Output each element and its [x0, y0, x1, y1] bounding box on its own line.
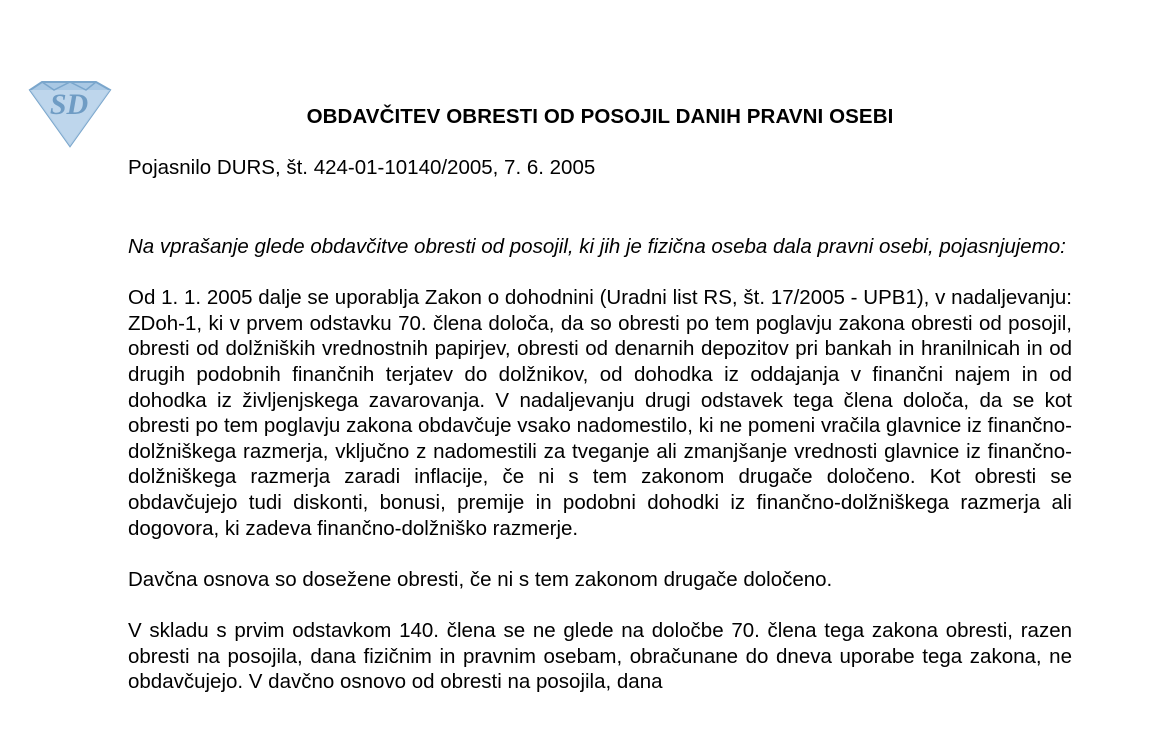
- intro-question: Na vprašanje glede obdavčitve obresti od posojil, ki jih je fizična oseba dala pravni osebi, pojasnjujemo:: [128, 235, 1066, 258]
- paragraph-article-140: V skladu s prvim odstavkom 140. člena se ne glede na določbe 70. člena tega zakona obresti, razen obresti na posojila, dana fizičnim in pravnim osebam, obračunane do dneva uporabe tega zakona, ne obdavčujejo. V davčno osnovo od obresti na posojila, dana: [128, 618, 1072, 694]
- paragraph-law-definition: Od 1. 1. 2005 dalje se uporablja Zakon o dohodnini (Uradni list RS, št. 17/2005 - UPB1), v nadaljevanju: ZDoh-1, ki v prvem odstavku 70. člena določa, da so obresti po tem poglavju zakona obresti od posojil, obresti od dolžniških vrednostnih papirjev, obresti od denarnih depozitov pri bankah in hranilnicah in od drugih podobnih finančnih terjatev do dolžnikov, od dohodka iz oddajanja v finančni najem in od dohodka iz življenjskega zavarovanja. V nadaljevanju drugi odstavek tega člena določa, da se kot obresti po tem poglavju zakona obdavčuje vsako nadomestilo, ki ne pomeni vračila glavnice iz finančno-dolžniškega razmerja, vključno z nadomestili za tveganje ali zmanjšanje vrednosti glavnice iz finančno-dolžniškega razmerja zaradi inflacije, če ni s tem zakonom drugače določeno. Kot obresti se obdavčujejo tudi diskonti, bonusi, premije in podobni dohodki iz finančno-dolžniškega razmerja ali dogovora, ki zadeva finančno-dolžniško razmerje.: [128, 286, 1072, 540]
- logo-letters: SD: [49, 88, 89, 121]
- document-body: [128, 234, 1072, 720]
- paragraph-tax-base: Davčna osnova so dosežene obresti, če ni s tem zakonom drugače določeno.: [128, 567, 833, 591]
- document-reference: Pojasnilo DURS, št. 424-01-10140/2005, 7. 6. 2005: [128, 156, 596, 179]
- document-title: OBDAVČITEV OBRESTI OD POSOJIL DANIH PRAVNI OSEBI: [306, 105, 894, 128]
- company-logo: [26, 78, 112, 150]
